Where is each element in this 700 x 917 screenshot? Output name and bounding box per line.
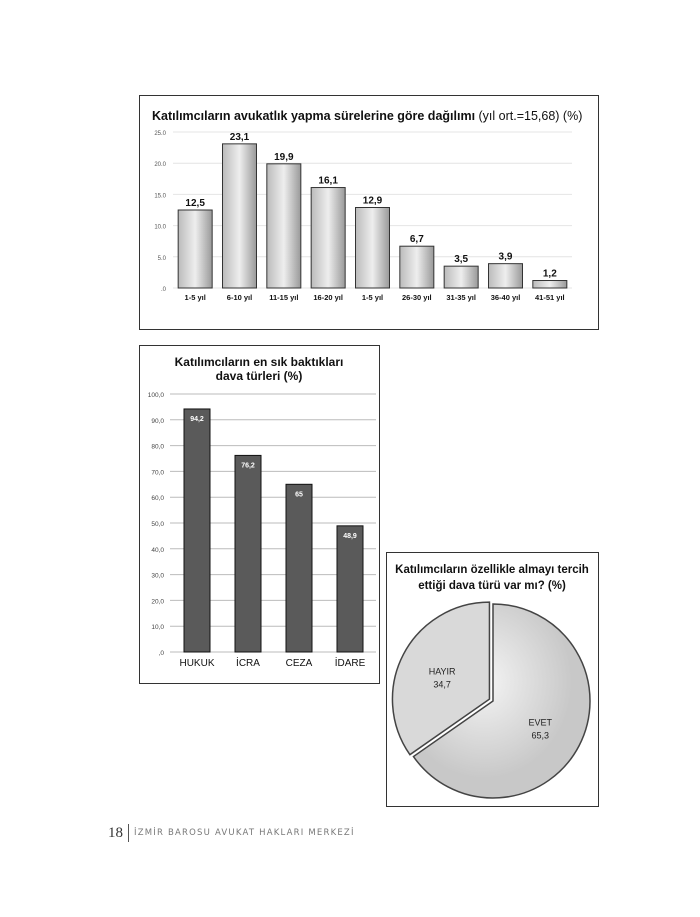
x-tick-label: 1-5 yıl xyxy=(361,293,384,302)
y-tick-label: 90,0 xyxy=(151,417,164,425)
x-tick-label: CEZA xyxy=(285,658,313,669)
y-tick-label: 30,0 xyxy=(151,572,164,580)
y-tick-label: 80,0 xyxy=(151,443,164,451)
data-label: 48,9 xyxy=(343,532,357,540)
data-label: 76,2 xyxy=(241,462,255,470)
slice-value: 65,3 xyxy=(531,730,550,741)
y-tick-label: .0 xyxy=(160,287,166,293)
slice-label: HAYIR xyxy=(428,666,456,677)
data-label: 65 xyxy=(295,491,303,499)
chart-title: Katılımcıların en sık baktıkları xyxy=(174,355,344,369)
data-label: 23,1 xyxy=(229,131,250,143)
data-label: 6,7 xyxy=(409,234,424,246)
footer-divider xyxy=(128,824,129,842)
x-tick-label: 26-30 yıl xyxy=(402,293,432,302)
data-label: 94,2 xyxy=(190,415,204,423)
bar xyxy=(267,164,301,288)
x-tick-label: 11-15 yıl xyxy=(269,293,299,302)
page-footer xyxy=(108,824,355,842)
y-tick-label: ,0 xyxy=(158,650,164,657)
chart-title-line2: ettiği dava türü var mı? (%) xyxy=(418,580,566,592)
x-tick-label: İCRA xyxy=(236,658,260,669)
bar xyxy=(178,210,212,288)
bar xyxy=(184,409,210,652)
data-label: 1,2 xyxy=(542,268,557,280)
chart-title: Katılımcıların avukatlık yapma sürelerine göre dağılımı (yıl ort.=15,68) (%) xyxy=(152,109,583,123)
bar xyxy=(356,208,390,288)
bar xyxy=(444,266,478,288)
data-label: 3,5 xyxy=(454,254,469,266)
chart-title: Katılımcıların özellikle almayı tercih xyxy=(395,564,589,576)
x-tick-label: 36-40 yıl xyxy=(490,293,521,302)
chart-preferred-case-pie xyxy=(386,552,599,807)
y-tick-label: 60,0 xyxy=(151,495,164,503)
bar xyxy=(533,281,567,288)
chart-case-types xyxy=(139,345,380,684)
data-label: 19,9 xyxy=(274,151,294,163)
data-label: 3,9 xyxy=(498,251,513,263)
x-tick-label: 1-5 yıl xyxy=(184,293,206,302)
bar xyxy=(286,484,312,652)
bar xyxy=(223,144,257,288)
y-tick-label: 10.0 xyxy=(154,224,166,231)
data-label: 12,5 xyxy=(185,198,205,209)
y-tick-label: 20,0 xyxy=(151,598,164,606)
bar xyxy=(235,455,261,652)
y-tick-label: 15.0 xyxy=(154,193,166,200)
y-tick-label: 20.0 xyxy=(154,162,166,169)
data-label: 16,1 xyxy=(318,175,338,187)
bar xyxy=(400,246,434,288)
y-tick-label: 5.0 xyxy=(157,255,166,262)
y-tick-label: 10,0 xyxy=(151,624,164,632)
y-tick-label: 100,0 xyxy=(147,392,164,399)
slice-value: 34,7 xyxy=(433,679,451,690)
bar xyxy=(337,526,363,652)
x-tick-label: 41-51 yıl xyxy=(535,293,565,302)
chart-experience-distribution xyxy=(139,95,599,330)
slice-label: EVET xyxy=(528,717,553,728)
y-tick-label: 50,0 xyxy=(151,521,164,528)
page-number: 18 xyxy=(108,824,123,841)
chart-title-line2: dava türleri (%) xyxy=(215,369,303,383)
y-tick-label: 40,0 xyxy=(151,546,164,554)
x-tick-label: 6-10 yıl xyxy=(226,293,253,302)
bar xyxy=(489,264,523,288)
x-tick-label: 16-20 yıl xyxy=(313,293,343,302)
x-tick-label: 31-35 yıl xyxy=(446,293,476,302)
y-tick-label: 25.0 xyxy=(154,131,166,137)
data-label: 12,9 xyxy=(362,195,383,207)
x-tick-label: İDARE xyxy=(334,658,366,669)
footer-text: İZMİR BAROSU AVUKAT HAKLARI MERKEZİ xyxy=(134,828,355,838)
y-tick-label: 70,0 xyxy=(151,469,164,477)
bar xyxy=(311,188,345,288)
x-tick-label: HUKUK xyxy=(179,658,215,669)
